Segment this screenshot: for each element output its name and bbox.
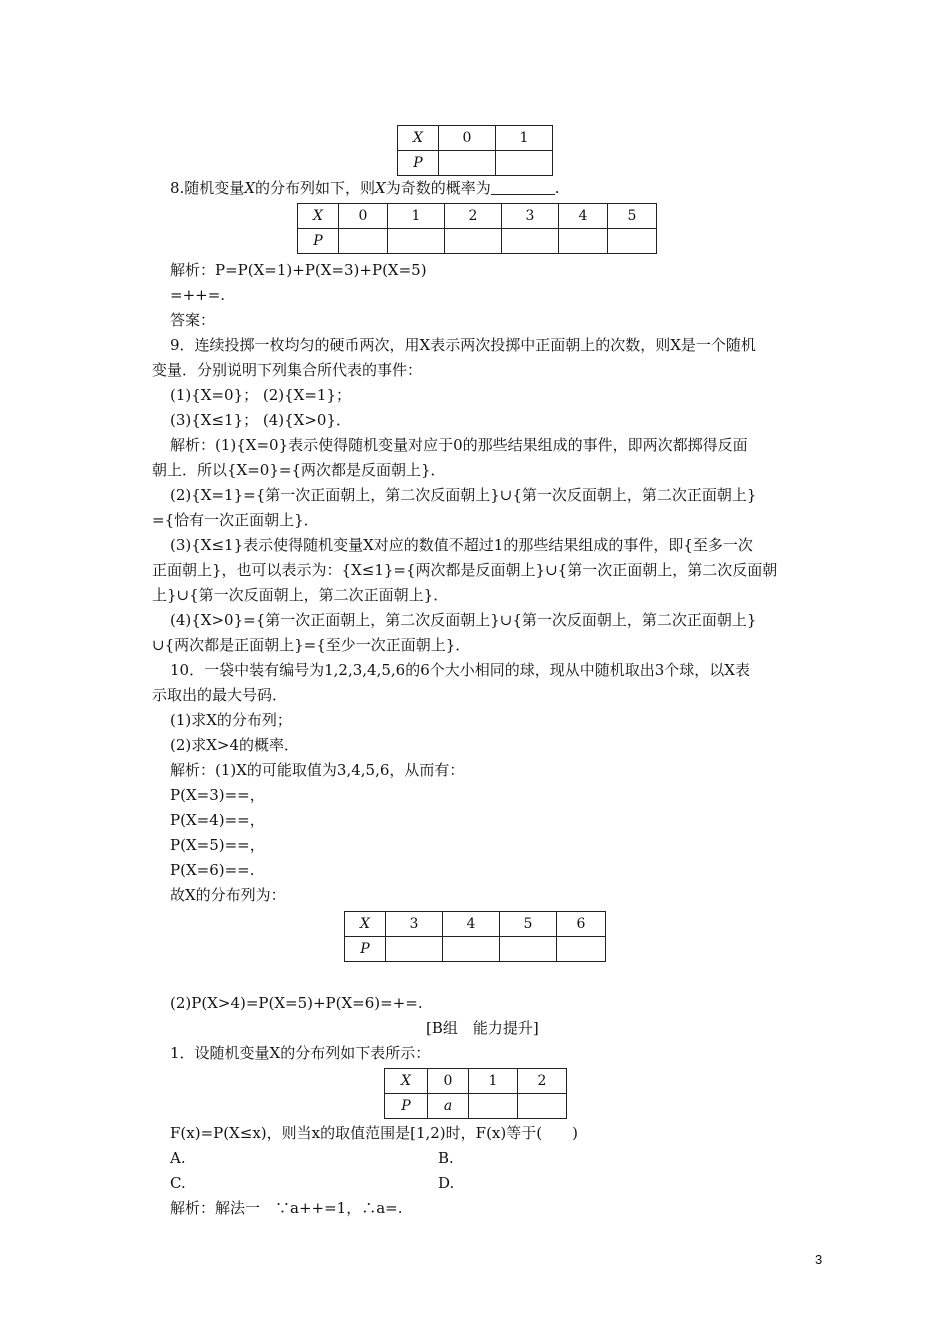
q10-sol7: (2)P(X>4)=P(X=5)+P(X=6)=+=. (170, 994, 423, 1012)
table-cell: 4 (443, 912, 500, 937)
table-cell: 1 (388, 204, 445, 229)
q9-line3: (1){X=0}； (2){X=1}； (170, 386, 352, 404)
table-cell (388, 229, 445, 254)
table-cell: P (345, 937, 386, 962)
table-row (298, 229, 657, 254)
q8-solution-line1: 解析：P=P(X=1)+P(X=3)+P(X=5) (170, 261, 427, 279)
table-row (385, 1069, 567, 1094)
q9-sol1: 解析：(1){X=0}表示使得随机变量对应于0的那些结果组成的事件，即两次都掷得反面 (170, 436, 748, 454)
distribution-table-b1 (384, 1068, 567, 1119)
q8-var2: X (375, 179, 386, 197)
table-row (398, 126, 553, 151)
q8-prefix: 8.随机变量 (170, 179, 245, 197)
table-cell (502, 229, 559, 254)
q8-answer-label: 答案： (170, 311, 216, 329)
table-cell: 1 (496, 126, 553, 151)
table-cell (500, 937, 557, 962)
option-c: C. (170, 1174, 186, 1192)
q10-sol4: P(X=5)==， (170, 836, 265, 854)
table-cell: a (428, 1094, 469, 1119)
b1-line2: F(x)=P(X≤x)，则当x的取值范围是[1,2)时，F(x)等于( ) (170, 1124, 578, 1142)
q10-line3: (1)求X的分布列； (170, 711, 292, 729)
table-cell (386, 937, 443, 962)
q9-sol5: (3){X≤1}表示使得随机变量X对应的数值不超过1的那些结果组成的事件，即{至多一次 (170, 536, 753, 554)
b1-solution: 解析：解法一 ∵a++=1，∴a=. (170, 1199, 403, 1217)
distribution-table-top (397, 125, 553, 176)
table-cell (443, 937, 500, 962)
table-cell: P (385, 1094, 428, 1119)
section-b-title: [B组 能力提升] (426, 1019, 539, 1037)
q9-sol9: ∪{两次都是正面朝上}={至少一次正面朝上}． (152, 636, 471, 654)
q9-sol4: ={恰有一次正面朝上}． (152, 511, 319, 529)
q9-line4: (3){X≤1}； (4){X>0}． (170, 411, 352, 429)
table-row (385, 1094, 567, 1119)
q10-sol3: P(X=4)==， (170, 811, 265, 829)
q10-sol1: 解析：(1)X的可能取值为3,4,5,6，从而有： (170, 761, 465, 779)
q8-mid: 的分布列如下，则 (255, 179, 376, 197)
table-row (298, 204, 657, 229)
table-row (345, 912, 606, 937)
q9-sol8: (4){X>0}={第一次正面朝上，第二次反面朝上}∪{第一次反面朝上，第二次正面朝上} (170, 611, 757, 629)
q9-sol2: 朝上．所以{X=0}={两次都是反面朝上}． (152, 461, 446, 479)
q9-line2: 变量．分别说明下列集合所代表的事件： (152, 361, 423, 379)
table-cell: P (398, 151, 439, 176)
table-row (398, 151, 553, 176)
q8-var: X (244, 179, 255, 197)
q8-end: . (554, 179, 560, 197)
table-cell: 3 (502, 204, 559, 229)
q9-sol6: 正面朝上}，也可以表示为：{X≤1}={两次都是反面朝上}∪{第一次正面朝上，第二次反面朝 (152, 561, 778, 579)
q9-line1: 9．连续投掷一枚均匀的硬币两次，用X表示两次投掷中正面朝上的次数，则X是一个随机 (170, 336, 756, 354)
table-cell: 5 (500, 912, 557, 937)
table-cell: P (298, 229, 339, 254)
option-b: B. (438, 1149, 454, 1167)
table-cell: 2 (518, 1069, 567, 1094)
table-cell: 3 (386, 912, 443, 937)
table-cell (496, 151, 553, 176)
table-cell: 0 (339, 204, 388, 229)
table-cell (439, 151, 496, 176)
q10-line4: (2)求X>4的概率． (170, 736, 300, 754)
question-8-text (170, 178, 560, 198)
distribution-table-q10 (344, 911, 606, 962)
table-cell: 1 (469, 1069, 518, 1094)
table-cell (339, 229, 388, 254)
table-cell (518, 1094, 567, 1119)
q10-line1: 10．一袋中装有编号为1,2,3,4,5,6的6个大小相同的球，现从中随机取出3个球，以X表 (170, 661, 750, 679)
q9-sol3: (2){X=1}={第一次正面朝上，第二次反面朝上}∪{第一次反面朝上，第二次正面朝上} (170, 486, 757, 504)
distribution-table-q8 (297, 203, 657, 254)
table-cell: 4 (559, 204, 608, 229)
table-cell: X (385, 1069, 428, 1094)
option-a: A. (170, 1149, 186, 1167)
q9-sol7: 上}∪{第一次反面朝上，第二次正面朝上}． (152, 586, 449, 604)
table-cell: X (345, 912, 386, 937)
table-row (345, 937, 606, 962)
q10-line2: 示取出的最大号码． (152, 686, 288, 704)
table-cell (469, 1094, 518, 1119)
b1-line1: 1．设随机变量X的分布列如下表所示： (170, 1044, 431, 1062)
page-number: 3 (815, 1252, 823, 1267)
table-cell (608, 229, 657, 254)
table-cell (445, 229, 502, 254)
table-cell: X (298, 204, 339, 229)
option-d: D. (438, 1174, 455, 1192)
table-cell: X (398, 126, 439, 151)
table-cell: 0 (428, 1069, 469, 1094)
q8-solution-line2: =++=. (170, 286, 226, 304)
q10-sol2: P(X=3)==， (170, 786, 265, 804)
table-cell: 6 (557, 912, 606, 937)
table-cell: 5 (608, 204, 657, 229)
q8-suffix: 为奇数的概率为 (385, 179, 491, 197)
table-cell (557, 937, 606, 962)
table-cell: 2 (445, 204, 502, 229)
q10-sol6: 故X的分布列为： (170, 886, 286, 904)
q10-sol5: P(X=6)==. (170, 861, 255, 879)
answer-blank (491, 180, 555, 195)
table-cell (559, 229, 608, 254)
table-cell: 0 (439, 126, 496, 151)
